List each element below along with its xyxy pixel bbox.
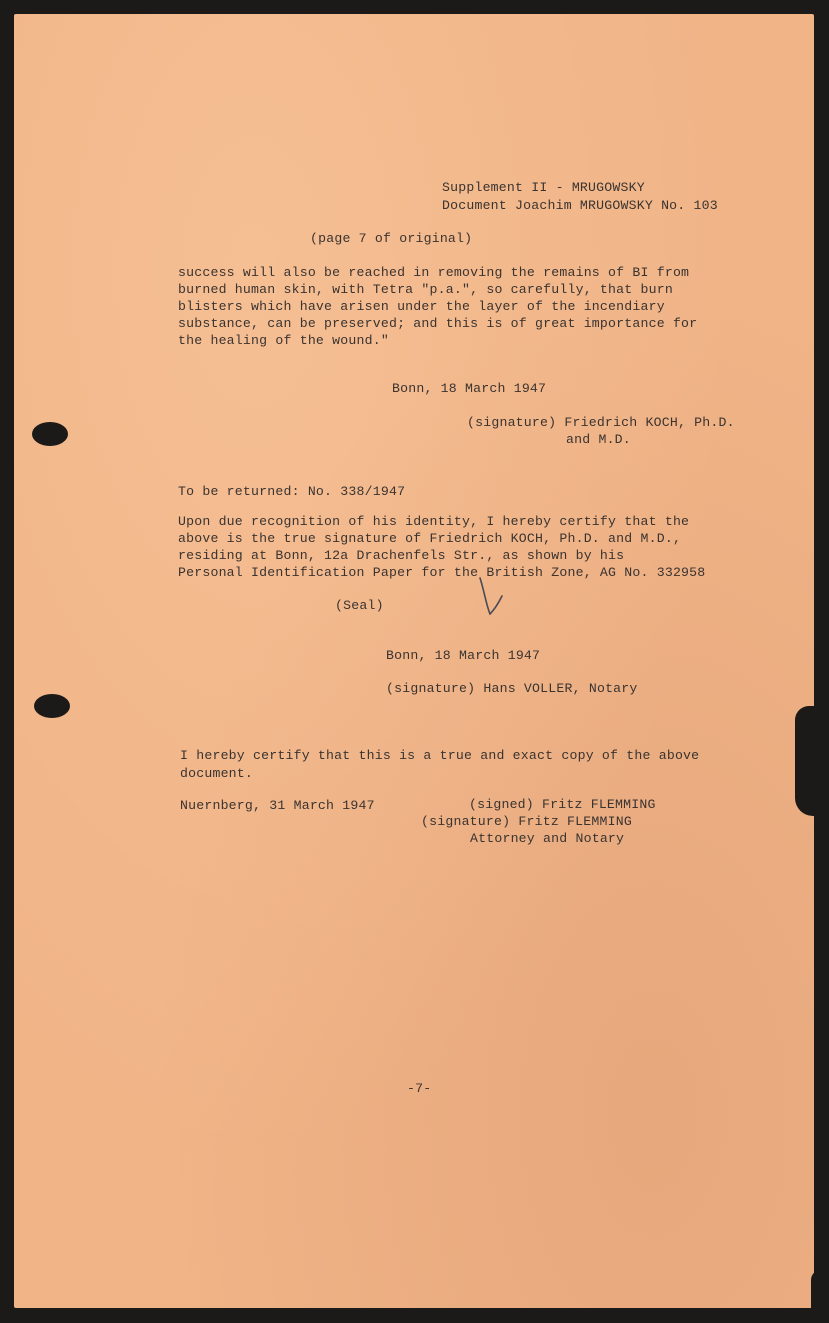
pen-check-mark — [470, 570, 510, 620]
quote-line: blisters which have arisen under the layer of the incendiary — [178, 299, 665, 314]
copy-signed: (signed) Fritz FLEMMING — [469, 797, 656, 812]
koch-degree: and M.D. — [566, 432, 631, 447]
certificate-line: Upon due recognition of his identity, I hereby certify that the — [178, 514, 690, 529]
punch-hole-top — [32, 422, 68, 446]
certificate-line: Personal Identification Paper for the British Zone, AG No. 332958 — [178, 565, 706, 580]
supplement-header: Supplement II - MRUGOWSKY — [442, 180, 645, 195]
return-number: To be returned: No. 338/1947 — [178, 484, 406, 499]
certificate-line: residing at Bonn, 12a Drachenfels Str., as shown by his — [178, 548, 625, 563]
quote-line: burned human skin, with Tetra "p.a.", so carefully, that burn — [178, 282, 673, 297]
copy-place-date: Nuernberg, 31 March 1947 — [180, 798, 375, 813]
page-number: -7- — [407, 1081, 432, 1096]
page-of-original: (page 7 of original) — [310, 231, 473, 246]
torn-edge-upper — [819, 640, 829, 660]
koch-signature: (signature) Friedrich KOCH, Ph.D. — [467, 415, 735, 430]
quote-line: the healing of the wound." — [178, 333, 389, 348]
document-number: Document Joachim MRUGOWSKY No. 103 — [442, 198, 718, 213]
copy-signature: (signature) Fritz FLEMMING — [421, 814, 632, 829]
torn-edge-corner — [811, 1270, 829, 1310]
koch-date: Bonn, 18 March 1947 — [392, 381, 547, 396]
quote-line: success will also be reached in removing the remains of BI from — [178, 265, 690, 280]
notary-signature: (signature) Hans VOLLER, Notary — [386, 681, 638, 696]
copy-title: Attorney and Notary — [470, 831, 625, 846]
quote-line: substance, can be preserved; and this is of great importance for — [178, 316, 698, 331]
notary-date: Bonn, 18 March 1947 — [386, 648, 541, 663]
copy-certificate-line: document. — [180, 766, 254, 781]
certificate-line: above is the true signature of Friedrich KOCH, Ph.D. and M.D., — [178, 531, 682, 546]
torn-edge-lower — [795, 706, 829, 816]
punch-hole-bottom — [34, 694, 70, 718]
copy-certificate-line: I hereby certify that this is a true and exact copy of the above — [180, 748, 700, 763]
seal-label: (Seal) — [335, 598, 384, 613]
